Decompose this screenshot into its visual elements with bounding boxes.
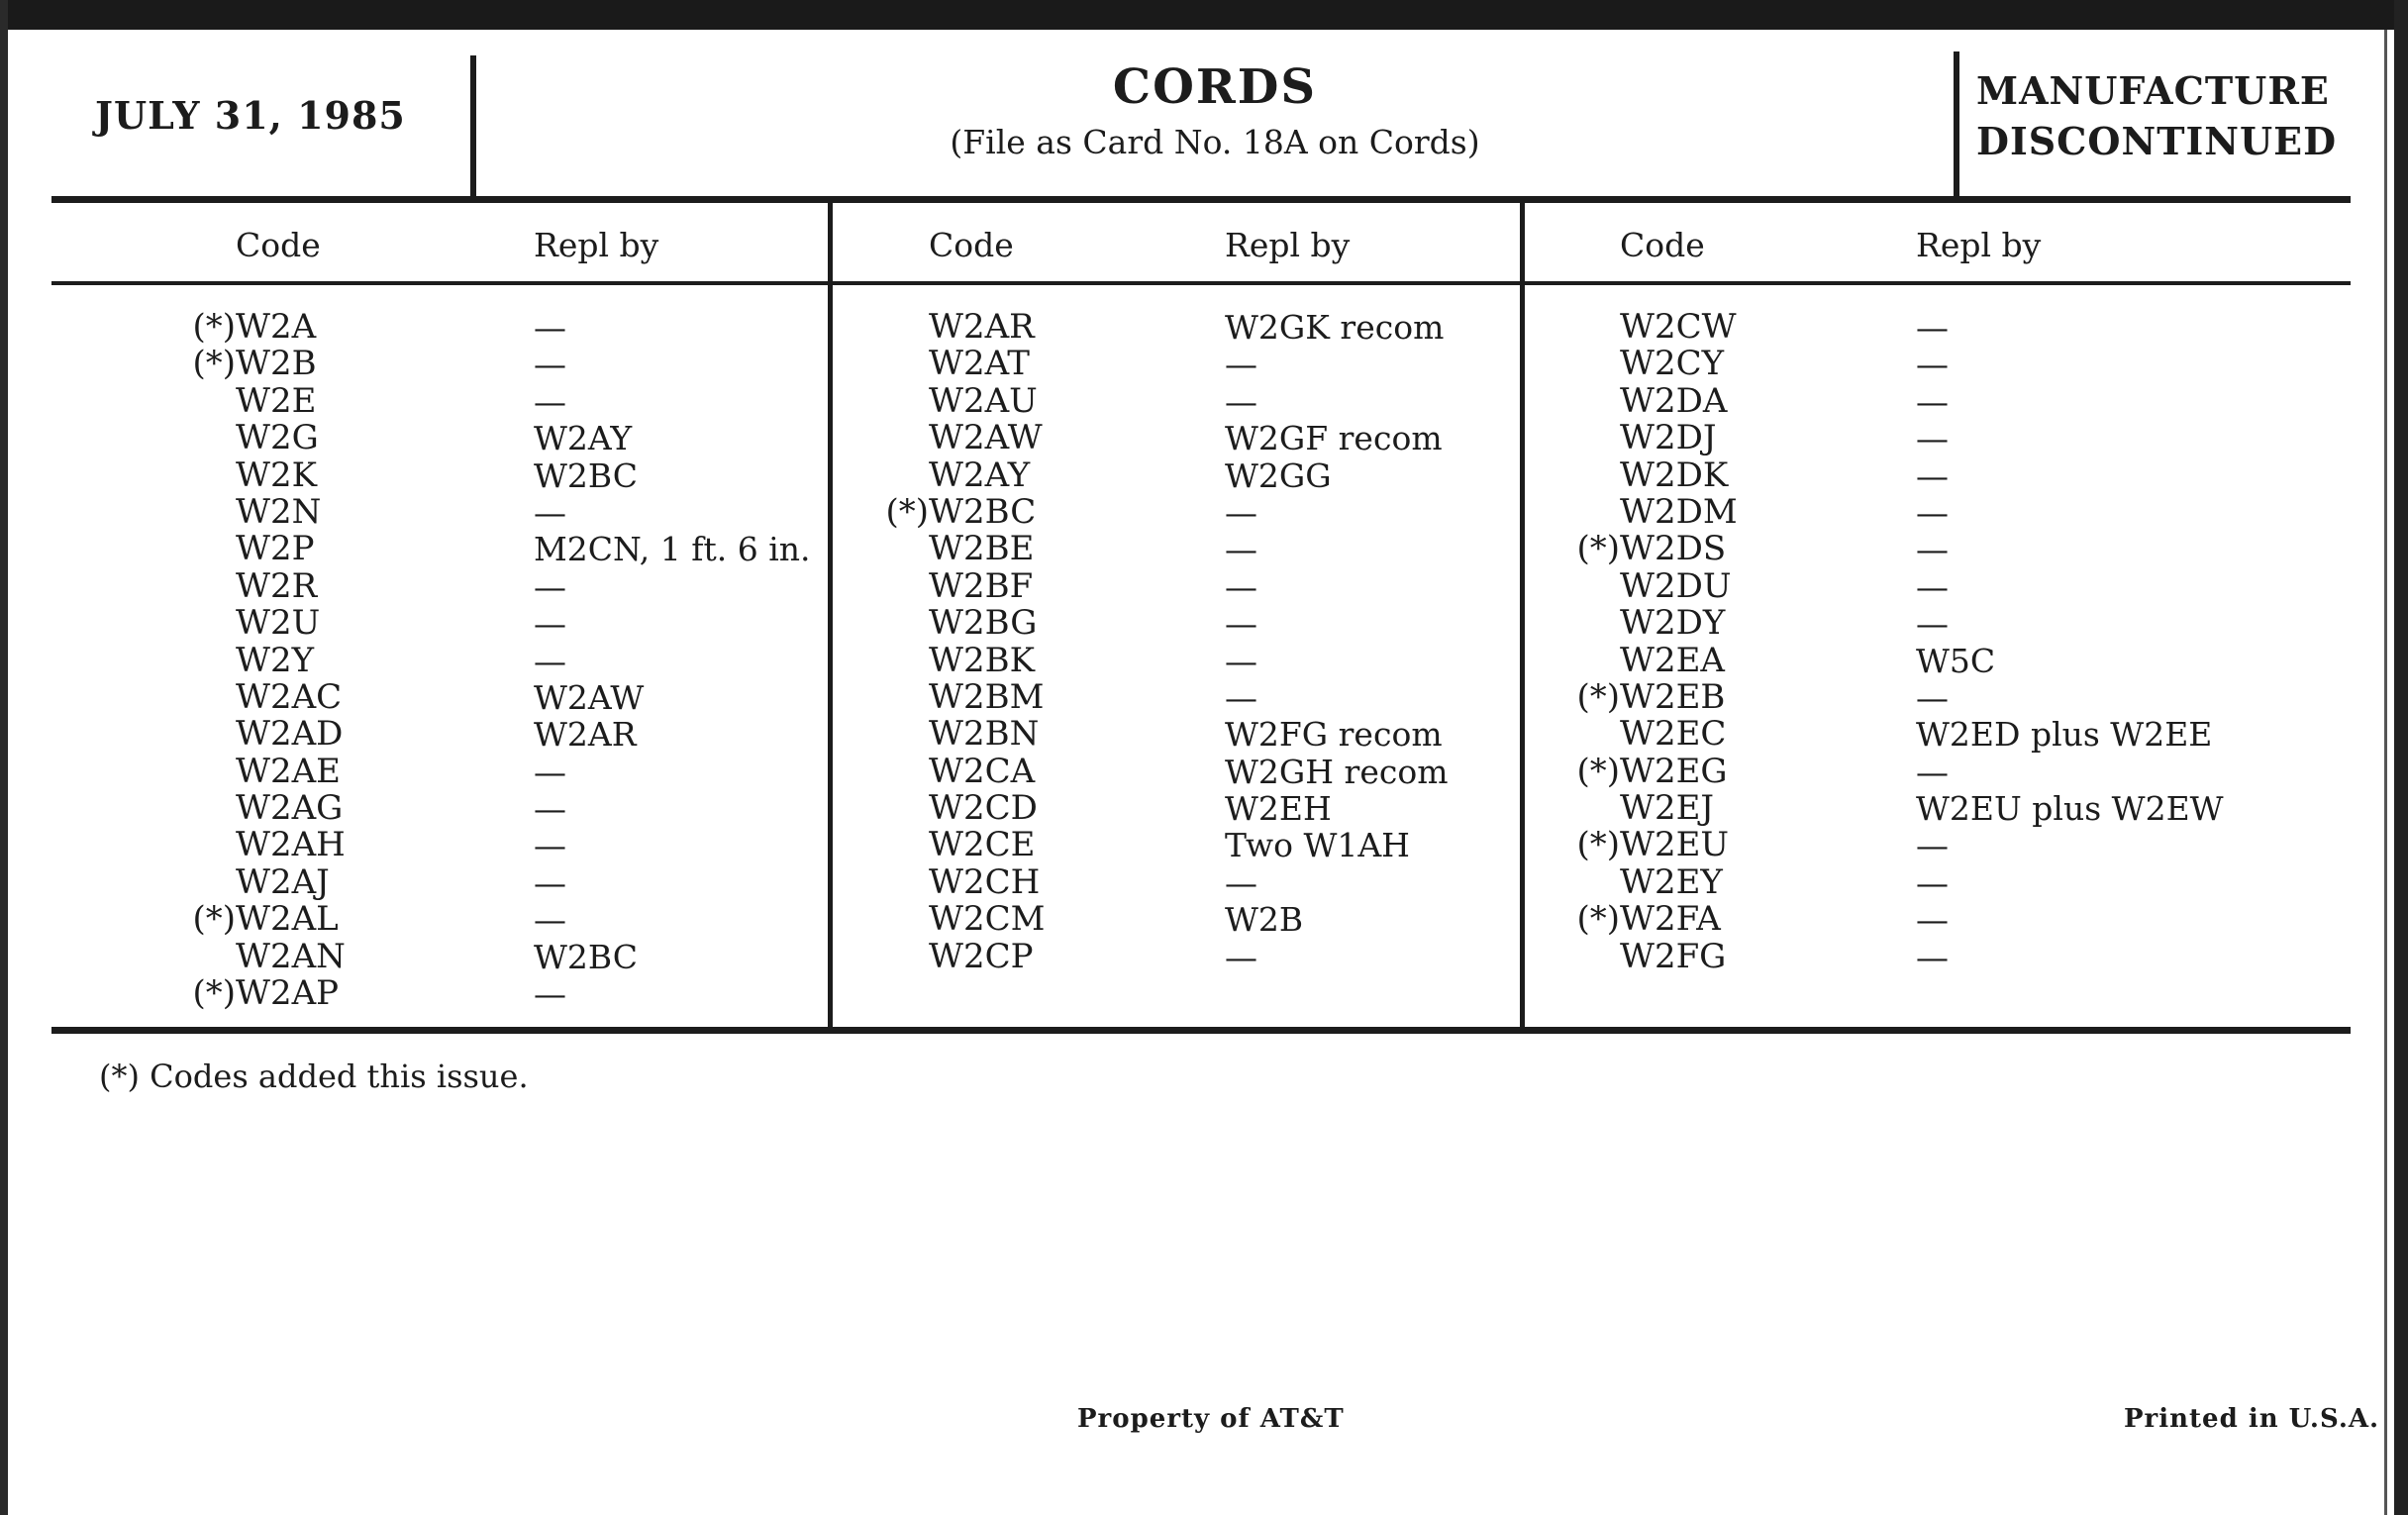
code-value: W2AG — [236, 788, 344, 829]
replacement-value: — — [1916, 381, 1949, 421]
replacement-value: W2GH recom — [1225, 752, 1449, 791]
code-value: W2AR — [929, 307, 1035, 347]
ownership-notice: Property of AT&T — [1077, 1404, 1345, 1434]
replacement-value: W2GK recom — [1225, 308, 1445, 347]
code-value: W2FG — [1620, 936, 1727, 976]
replacement-value: — — [1225, 492, 1257, 532]
code-value: W2AW — [929, 418, 1043, 458]
table-row — [1576, 825, 1738, 865]
replacement-value: — — [1916, 345, 1949, 384]
added-marker: (*) — [1576, 751, 1620, 791]
table-top-rule — [51, 196, 2351, 203]
code-value: W2K — [236, 454, 317, 495]
code-value: W2BK — [929, 640, 1035, 680]
column-header-code: Code — [236, 226, 321, 264]
added-marker: (*) — [1576, 825, 1620, 865]
code-value: W2CW — [1620, 307, 1737, 347]
added-marker: (*) — [192, 973, 236, 1014]
replacement-value: — — [1916, 752, 1949, 791]
code-value: W2CP — [929, 936, 1034, 976]
code-value: W2EY — [1620, 861, 1723, 902]
replacement-value: — — [1916, 677, 1949, 717]
replacement-value: — — [1225, 566, 1257, 606]
card-title: CORDS — [1112, 59, 1318, 115]
table-row — [236, 531, 346, 567]
replacement-value: — — [1916, 419, 1949, 458]
issue-date: JULY 31, 1985 — [95, 93, 406, 138]
replacement-value: M2CN, 1 ft. 6 in. — [534, 530, 811, 569]
status-label — [1976, 65, 2337, 166]
added-marker: (*) — [192, 344, 236, 384]
added-marker: (*) — [1576, 529, 1620, 569]
table-row — [1620, 454, 1738, 495]
replacement-value: — — [1225, 862, 1257, 902]
table-row — [192, 899, 346, 940]
replacement-value: — — [1916, 455, 1949, 495]
replacement-value: — — [534, 900, 566, 940]
table-row — [929, 420, 1045, 456]
table-row — [236, 605, 346, 642]
status-line: DISCONTINUED — [1976, 119, 2338, 163]
code-value: W2EJ — [1620, 788, 1715, 829]
code-value: W2DM — [1620, 491, 1738, 532]
code-value: W2E — [236, 380, 317, 421]
replacement-value: — — [534, 345, 566, 384]
replacement-value: — — [1916, 530, 1949, 569]
header-divider — [1954, 51, 1959, 200]
code-value: W2FA — [1620, 899, 1721, 940]
replacement-value: — — [1916, 566, 1949, 606]
code-value: W2P — [236, 529, 315, 569]
replacement-value: W2AY — [534, 419, 633, 458]
code-list — [192, 307, 346, 1014]
code-value: W2DU — [1620, 565, 1732, 606]
code-value: W2EG — [1620, 751, 1728, 791]
table-row — [192, 344, 346, 384]
table-row — [236, 790, 346, 827]
replacement-list — [1916, 309, 2224, 975]
table-row — [929, 605, 1045, 642]
column-header-code: Code — [1620, 226, 1705, 264]
replacement-value: — — [1916, 826, 1949, 865]
table-header-rule — [51, 281, 2351, 285]
table-row — [1576, 899, 1738, 940]
replacement-value: — — [1225, 937, 1257, 976]
table-row — [1620, 640, 1738, 680]
table-row — [236, 380, 346, 421]
replacement-value: — — [1916, 900, 1949, 940]
table-row — [929, 676, 1045, 717]
replacement-value: — — [1916, 492, 1949, 532]
code-value: W2CY — [1620, 344, 1725, 384]
table-row — [236, 936, 346, 976]
table-row — [929, 716, 1045, 753]
table-row — [236, 751, 346, 791]
table-row — [1620, 309, 1738, 346]
replacement-value: — — [1225, 604, 1257, 644]
replacement-value: — — [1225, 381, 1257, 421]
table-row — [236, 420, 346, 456]
column-divider — [1520, 200, 1525, 1030]
table-row — [1620, 565, 1738, 606]
replacement-value: — — [1916, 862, 1949, 902]
added-marker: (*) — [192, 307, 236, 347]
table-row — [1576, 676, 1738, 717]
code-value: W2BN — [929, 714, 1040, 755]
code-value: W2EB — [1620, 676, 1726, 717]
replacement-value: — — [1225, 530, 1257, 569]
replacement-value: W5C — [1916, 641, 1996, 680]
table-row — [236, 454, 346, 495]
table-row — [1576, 751, 1738, 791]
code-value: W2EA — [1620, 640, 1725, 680]
column-header-repl: Repl by — [1225, 226, 1351, 264]
replacement-value: W2EH — [1225, 789, 1332, 829]
code-value: W2AC — [236, 676, 343, 717]
code-value: W2AH — [236, 825, 346, 865]
code-value: W2DS — [1620, 529, 1727, 569]
code-value: W2BF — [929, 565, 1034, 606]
code-value: W2BE — [929, 529, 1035, 569]
code-value: W2CE — [929, 825, 1036, 865]
table-row — [1620, 936, 1738, 976]
code-value: W2AL — [236, 899, 339, 940]
table-row — [236, 861, 346, 902]
table-row — [929, 346, 1045, 382]
code-value: W2EC — [1620, 714, 1727, 755]
replacement-value: W2BC — [534, 455, 639, 495]
replacement-value: — — [1225, 677, 1257, 717]
code-value: W2CD — [929, 788, 1038, 829]
replacement-value: W2ED plus W2EE — [1916, 715, 2213, 755]
table-row — [236, 716, 346, 753]
table-row — [929, 861, 1045, 902]
table-row — [1620, 420, 1738, 456]
replacement-value: — — [1225, 641, 1257, 680]
card-edge-shadow — [2384, 30, 2387, 1515]
replacement-value: — — [534, 381, 566, 421]
table-row — [929, 531, 1045, 567]
status-line: MANUFACTURE — [1976, 68, 2330, 113]
table-row — [1620, 605, 1738, 642]
table-row — [929, 565, 1045, 606]
replacement-value: W2AW — [534, 677, 645, 717]
table-row — [929, 901, 1045, 938]
replacement-value: — — [534, 974, 566, 1014]
replacement-value: — — [1916, 937, 1949, 976]
replacement-value: — — [534, 752, 566, 791]
table-row — [236, 491, 346, 532]
code-value: W2CA — [929, 751, 1036, 791]
replacement-value: — — [1916, 308, 1949, 347]
table-row — [1576, 529, 1738, 569]
column-divider — [828, 200, 833, 1030]
table-bottom-rule — [51, 1027, 2351, 1034]
code-value: W2B — [236, 344, 317, 384]
table-row — [929, 827, 1045, 863]
code-value: W2AT — [929, 344, 1030, 384]
code-value: W2AY — [929, 454, 1031, 495]
column-header-code: Code — [929, 226, 1014, 264]
table-row — [885, 491, 1045, 532]
table-row — [929, 790, 1045, 827]
code-value: W2N — [236, 491, 322, 532]
code-value: W2EU — [1620, 825, 1730, 865]
table-row — [236, 827, 346, 863]
code-value: W2BC — [929, 491, 1037, 532]
code-value: W2AE — [236, 751, 341, 791]
added-marker: (*) — [1576, 676, 1620, 717]
code-list — [885, 307, 1046, 976]
column-header-repl: Repl by — [1916, 226, 2042, 264]
replacement-value: W2EU plus W2EW — [1916, 789, 2224, 829]
scan-border-left — [0, 0, 8, 1515]
card-subtitle: (File as Card No. 18A on Cords) — [950, 123, 1480, 161]
table-row — [929, 751, 1045, 791]
table-row — [1620, 716, 1738, 753]
code-value: W2DJ — [1620, 418, 1717, 458]
replacement-value: — — [1225, 345, 1257, 384]
code-value: W2R — [236, 565, 318, 606]
code-value: W2DY — [1620, 603, 1726, 644]
column-header-repl: Repl by — [534, 226, 659, 264]
replacement-value: — — [534, 566, 566, 606]
code-list — [1576, 307, 1738, 976]
replacement-value: W2FG recom — [1225, 715, 1443, 755]
added-marker: (*) — [1576, 899, 1620, 940]
code-value: W2AJ — [236, 861, 330, 902]
replacement-value: — — [534, 492, 566, 532]
code-value: W2A — [236, 307, 317, 347]
code-value: W2AP — [236, 973, 340, 1014]
replacement-value: — — [1916, 604, 1949, 644]
code-value: W2Y — [236, 640, 315, 680]
replacement-value: Two W1AH — [1225, 826, 1410, 865]
code-value: W2AU — [929, 380, 1038, 421]
table-row — [929, 640, 1045, 680]
table-row — [1620, 491, 1738, 532]
print-origin: Printed in U.S.A. — [2124, 1404, 2380, 1434]
table-row — [236, 640, 346, 680]
code-value: W2G — [236, 418, 319, 458]
added-marker: (*) — [192, 899, 236, 940]
code-value: W2DA — [1620, 380, 1728, 421]
table-row — [236, 676, 346, 717]
replacement-value: — — [534, 789, 566, 829]
code-value: W2CH — [929, 861, 1041, 902]
table-row — [929, 936, 1045, 976]
code-value: W2AD — [236, 714, 344, 755]
replacement-value: — — [534, 826, 566, 865]
table-row — [1620, 861, 1738, 902]
code-value: W2AN — [236, 936, 346, 976]
table-row — [1620, 380, 1738, 421]
code-value: W2BM — [929, 676, 1045, 717]
table-row — [1620, 346, 1738, 382]
replacement-value: — — [534, 641, 566, 680]
added-marker: (*) — [885, 491, 929, 532]
code-value: W2DK — [1620, 454, 1729, 495]
replacement-value: — — [534, 862, 566, 902]
scan-border-right — [2394, 0, 2408, 1515]
replacement-value: W2GG — [1225, 455, 1332, 495]
code-value: W2CM — [929, 899, 1046, 940]
footnote: (*) Codes added this issue. — [99, 1058, 529, 1095]
code-value: W2U — [236, 603, 321, 644]
replacement-value: W2BC — [534, 937, 639, 976]
replacement-list — [1225, 309, 1449, 975]
replacement-value: W2B — [1225, 900, 1304, 940]
table-row — [1620, 790, 1738, 827]
table-row — [192, 307, 346, 347]
replacement-list — [534, 309, 811, 1012]
scan-border-top — [0, 0, 2408, 30]
replacement-value: — — [534, 604, 566, 644]
replacement-value: W2AR — [534, 715, 637, 755]
replacement-value: W2GF recom — [1225, 419, 1443, 458]
table-row — [929, 380, 1045, 421]
table-row — [929, 309, 1045, 346]
replacement-value: — — [534, 308, 566, 347]
table-row — [236, 565, 346, 606]
table-row — [192, 973, 346, 1014]
code-value: W2BG — [929, 603, 1038, 644]
table-row — [929, 454, 1045, 495]
